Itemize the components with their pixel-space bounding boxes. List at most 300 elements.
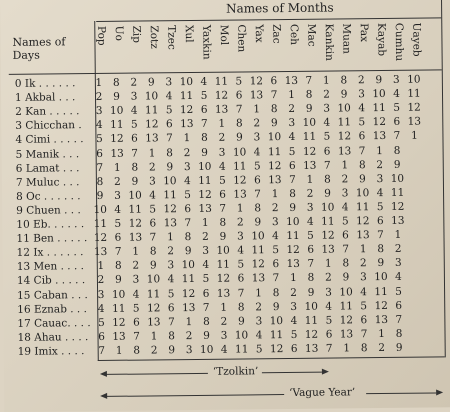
table-cell: 8 (272, 286, 280, 299)
table-cell: 8 (149, 245, 157, 258)
table-cell: 12 (214, 89, 229, 102)
table-cell: 1 (185, 315, 193, 328)
table-cell: 8 (358, 158, 366, 171)
table-cell: 1 (132, 245, 140, 258)
table-cell: 13 (181, 301, 196, 314)
table-cell: 12 (181, 287, 196, 300)
table-cell: 6 (200, 104, 208, 117)
table-cell: 9 (203, 329, 210, 342)
table-cell: 12 (179, 104, 194, 117)
table-cell: 1 (378, 327, 385, 340)
table-cell: 4 (306, 215, 314, 228)
day-name: 2 Kan . . . . . (15, 105, 80, 119)
table-cell: 10 (198, 160, 212, 173)
table-cell: 2 (95, 91, 103, 104)
table-cell: 8 (201, 132, 208, 145)
table-cell: 2 (394, 242, 402, 256)
table-cell: 12 (372, 116, 387, 129)
table-cell: 13 (304, 342, 319, 355)
table-cell: 10 (251, 230, 265, 243)
table-cell: 13 (233, 188, 247, 201)
table-cell: 7 (254, 188, 261, 201)
table-cell: 13 (128, 231, 143, 244)
table-cell: 8 (305, 88, 313, 101)
table-cell: 2 (132, 259, 140, 272)
table-cell: 3 (114, 189, 121, 202)
table-cell: 10 (339, 285, 353, 298)
table-cell: 5 (96, 133, 103, 146)
table-cell: 11 (216, 258, 231, 272)
vague-year-arrow-line-right (366, 392, 436, 394)
table-cell: 1 (411, 130, 418, 143)
vague-year-label: ‘Vague Year’ (289, 386, 356, 399)
table-cell: 5 (132, 302, 140, 315)
table-cell: 10 (109, 104, 124, 118)
table-cell: 12 (356, 215, 370, 228)
table-cell: 5 (323, 130, 331, 144)
table-cell: 5 (253, 159, 261, 172)
table-cell: 10 (234, 329, 249, 342)
table-cell: 2 (114, 175, 121, 188)
table-cell: 7 (133, 330, 140, 343)
month-header: Kayab (375, 22, 388, 57)
table-cell: 11 (146, 287, 161, 300)
table-cell: 1 (97, 260, 105, 273)
table-cell: 8 (307, 272, 315, 285)
table-cell: 4 (95, 119, 103, 132)
table-cell: 13 (147, 316, 161, 329)
table-cell: 11 (251, 244, 265, 257)
table-cell: 9 (184, 245, 192, 258)
table-cell: 11 (302, 131, 317, 144)
table-cell: 6 (132, 316, 140, 329)
table-cell: 4 (167, 273, 175, 286)
table-cell: 1 (394, 228, 402, 241)
day-name: 9 Chuen . . . (16, 204, 81, 217)
table-cell: 11 (214, 75, 229, 88)
table-cell: 13 (374, 313, 389, 326)
table-cell: 12 (390, 200, 405, 213)
table-cell: 5 (272, 244, 280, 257)
table-cell: 1 (290, 272, 297, 285)
table-cell: 13 (356, 229, 370, 242)
table-cell: 5 (114, 217, 122, 230)
table-cell: 13 (93, 246, 108, 259)
table-cell: 10 (374, 271, 388, 284)
table-cell: 4 (237, 244, 245, 257)
month-header: Muan (340, 23, 353, 54)
tzolkin-label: ‘Tzolkin’ (212, 365, 259, 378)
table-cell: 10 (304, 300, 318, 313)
table-cell: 10 (199, 343, 214, 356)
table-cell: 5 (290, 328, 298, 341)
table-cell: 3 (130, 90, 138, 103)
table-cell: 6 (342, 229, 349, 242)
day-name: 0 Ik . . . . . . (14, 77, 76, 90)
table-cell: 5 (237, 258, 245, 271)
table-cell: 11 (110, 119, 124, 132)
day-name: 18 Ahau . . . . (17, 330, 89, 344)
table-cell: 8 (360, 342, 368, 355)
table-cell: 2 (325, 271, 332, 285)
month-header: Mol (217, 24, 230, 46)
month-header: Yax (252, 24, 265, 43)
table-cell: 4 (253, 145, 261, 158)
table-cell: 10 (355, 186, 370, 200)
table-cell: 1 (288, 89, 295, 102)
table-cell: 13 (339, 328, 354, 341)
table-cell: 7 (237, 286, 245, 300)
table-cell: 13 (268, 173, 282, 186)
month-header: Mac (305, 23, 318, 47)
table-cell: 3 (358, 88, 365, 101)
table-cell: 1 (95, 76, 103, 90)
table-cell: 8 (96, 175, 104, 188)
table-cell: 9 (324, 187, 331, 200)
month-header: Yaxkin (200, 24, 213, 60)
table-cell: 1 (324, 257, 332, 270)
table-cell: 2 (185, 329, 193, 342)
table-cell: 9 (149, 259, 157, 272)
table-cell: 8 (323, 173, 331, 186)
table-cell: 13 (251, 272, 266, 285)
table-cell: 9 (147, 76, 155, 89)
table-cell: 9 (270, 117, 278, 130)
table-cell: 3 (271, 216, 279, 229)
table-cell: 9 (340, 88, 348, 101)
table-cell: 10 (163, 174, 177, 187)
table-cell: 7 (325, 342, 333, 355)
table-cell: 10 (372, 88, 386, 101)
table-cell: 6 (235, 89, 243, 102)
table-cell: 5 (307, 229, 314, 242)
table-cell: 4 (323, 116, 331, 129)
table-cell: 5 (202, 273, 210, 286)
table-cell: 11 (267, 145, 282, 158)
table-cell: 7 (395, 313, 403, 326)
table-cell: 4 (288, 131, 296, 144)
table-cell: 6 (393, 116, 401, 129)
table-cell: 6 (253, 173, 261, 187)
table-cell: 5 (167, 287, 175, 300)
table-cell: 11 (111, 302, 126, 315)
day-name: 3 Chicchan . (15, 119, 82, 133)
table-cell: 3 (394, 257, 402, 270)
month-header: Zotz (147, 25, 161, 49)
table-cell: 11 (286, 229, 300, 243)
table-cell: 8 (133, 344, 141, 357)
month-header: Chen (235, 24, 248, 53)
table-cell: 4 (183, 174, 191, 187)
table-cell: 1 (218, 117, 226, 131)
table-cell: 9 (358, 172, 366, 185)
table-cell: 6 (114, 231, 122, 244)
table-cell: 9 (254, 216, 262, 229)
table-cell: 13 (249, 89, 264, 102)
table-cell: 10 (216, 244, 230, 257)
table-cell: 5 (395, 285, 402, 298)
table-cell: 6 (376, 214, 384, 228)
table-cell: 5 (235, 75, 243, 88)
table-cell: 3 (341, 187, 349, 200)
month-header: Zac (270, 24, 283, 44)
table-cell: 2 (167, 245, 175, 258)
table-cell: 1 (201, 216, 209, 229)
header-top-rule (96, 17, 441, 22)
table-cell: 9 (96, 189, 104, 202)
table-cell: 2 (359, 257, 367, 270)
vague-year-arrow-line-left (106, 394, 284, 397)
table-cell: 11 (144, 104, 159, 117)
month-header: Zip (130, 25, 143, 44)
table-cell: 7 (184, 217, 192, 230)
table-cell: 7 (167, 315, 175, 328)
row-header-label: Names of Days (12, 35, 66, 62)
table-cell: 12 (198, 188, 212, 201)
table-title: Names of Months (226, 0, 334, 16)
table-cell: 11 (181, 273, 196, 286)
table-cell: 7 (393, 130, 401, 143)
table-cell: 1 (343, 342, 351, 355)
day-name: 16 Eznab . . . (17, 302, 87, 316)
table-cell: 11 (179, 90, 194, 103)
table-cell: 5 (360, 299, 368, 312)
table-cell: 6 (323, 145, 331, 158)
table-cell: 5 (341, 215, 349, 228)
table-cell: 2 (130, 76, 138, 89)
table-cell: 5 (97, 316, 105, 329)
table-cell: 12 (286, 244, 300, 257)
table-cell: 1 (306, 173, 314, 186)
table-cell: 13 (112, 330, 126, 343)
table-cell: 6 (358, 130, 366, 143)
month-header: Uo (112, 25, 125, 41)
table-cell: 12 (110, 133, 124, 146)
table-cell: 4 (395, 271, 402, 284)
table-cell: 10 (320, 201, 335, 214)
table-cell: 13 (372, 130, 387, 143)
table-cell: 9 (131, 175, 139, 188)
table-cell: 9 (113, 90, 120, 103)
table-cell: 11 (339, 299, 353, 313)
table-cell: 10 (390, 172, 405, 185)
table-cell: 13 (180, 118, 194, 131)
table-cell: 7 (358, 144, 366, 157)
table-cell: 2 (323, 88, 330, 101)
table-cell: 7 (360, 327, 368, 341)
table-cell: 3 (306, 201, 314, 214)
table-cell: 6 (290, 342, 298, 355)
table-cell: 13 (284, 74, 299, 88)
table-cell: 9 (395, 341, 403, 354)
table-cell: 5 (149, 203, 157, 216)
table-cell: 4 (360, 285, 367, 298)
table-cell: 3 (132, 273, 140, 287)
table-cell: 7 (166, 132, 173, 145)
table-cell: 4 (114, 203, 122, 216)
table-cell: 13 (163, 217, 178, 230)
table-cell: 11 (198, 174, 212, 187)
table-cell: 1 (220, 301, 228, 314)
table-cell: 3 (167, 259, 175, 272)
table-cell: 1 (376, 144, 384, 157)
month-header: Xul (182, 24, 195, 43)
table-cell: 8 (202, 315, 210, 328)
table-cell: 4 (165, 90, 173, 103)
table-cell: 8 (219, 216, 227, 229)
table-cell: 12 (146, 301, 161, 315)
table-cell: 2 (150, 344, 158, 357)
table-cell: 7 (96, 161, 104, 174)
table-cell: 2 (290, 286, 297, 299)
table-cell: 11 (233, 160, 247, 173)
table-cell: 5 (218, 174, 226, 187)
table-cell: 9 (236, 131, 243, 144)
table-cell: 1 (271, 187, 279, 200)
day-name: 7 Muluc . . . (15, 175, 80, 189)
table-cell: 8 (184, 231, 192, 244)
table-cell: 11 (234, 343, 249, 356)
table-cell: 12 (128, 217, 143, 230)
table-cell: 9 (393, 158, 401, 171)
month-header: Pop (95, 25, 108, 46)
table-cell: 7 (323, 159, 331, 172)
table-cell: 2 (218, 132, 226, 145)
table-cell: 6 (184, 202, 192, 215)
table-cell: 4 (149, 189, 156, 202)
table-cell: 2 (148, 160, 156, 174)
table-cell: 2 (253, 117, 261, 130)
table-cell: 10 (232, 145, 247, 159)
table-cell: 3 (185, 343, 193, 356)
table-cell: 8 (131, 161, 139, 174)
table-cell: 9 (272, 300, 280, 313)
table-cell: 6 (96, 147, 104, 160)
table-cell: 12 (304, 328, 319, 341)
table-cell: 3 (325, 286, 332, 299)
table-cell: 1 (341, 158, 349, 172)
month-header: Cumhu (392, 22, 406, 62)
table-cell: 11 (321, 215, 335, 228)
table-cell: 10 (93, 203, 107, 216)
table-cell: 5 (255, 343, 263, 356)
table-cell: 7 (131, 147, 139, 160)
table-cell: 3 (392, 73, 400, 86)
table-cell: 4 (376, 186, 384, 199)
table-cell: 8 (166, 146, 174, 159)
table-cell: 2 (376, 158, 384, 171)
table-cell: 3 (97, 288, 105, 301)
table-cell: 10 (302, 116, 317, 130)
table-cell: 7 (98, 344, 106, 357)
table-cell: 6 (270, 75, 278, 88)
table-cell: 12 (112, 316, 126, 329)
table-cell: 5 (393, 102, 401, 115)
table-cell: 10 (286, 215, 300, 229)
day-name: 19 Imix . . . . (17, 345, 85, 358)
table-cell: 12 (321, 229, 335, 242)
table-cell: 9 (377, 257, 385, 270)
table-cell: 3 (148, 175, 156, 188)
month-header: Uayeb (410, 22, 423, 57)
table-cell: 6 (165, 118, 173, 131)
table-cell: 3 (323, 102, 331, 115)
table-cell: 11 (407, 87, 421, 100)
table-cell: 2 (183, 146, 191, 159)
day-name: 12 Ix . . . . . . (16, 246, 84, 260)
table-cell: 9 (201, 146, 209, 159)
table-cell: 12 (374, 299, 388, 312)
table-cell: 10 (128, 189, 142, 202)
table-cell: 3 (165, 76, 173, 89)
table-cell: 1 (253, 103, 261, 116)
table-cell: 6 (325, 328, 333, 341)
table-cell: 13 (214, 103, 229, 116)
table-cell: 5 (376, 200, 384, 213)
table-cell: 1 (183, 132, 191, 145)
table-cell: 12 (233, 174, 247, 187)
table-cell: 11 (304, 314, 319, 327)
table-cell: 2 (97, 274, 105, 287)
table-cell: 13 (145, 132, 159, 145)
day-name: 6 Lamat . . . (15, 161, 80, 175)
table-cell: 6 (202, 287, 210, 300)
day-name: 5 Manik . . . (15, 147, 80, 161)
table-cell: 6 (149, 217, 157, 230)
table-cell: 3 (255, 314, 263, 328)
table-cell: 3 (218, 146, 226, 159)
table-cell: 6 (272, 258, 280, 271)
table-cell: 10 (267, 131, 282, 144)
day-name: 15 Caban . . . (17, 288, 88, 302)
table-cell: 1 (113, 161, 121, 174)
table-cell: 6 (131, 132, 138, 146)
table-cell: 13 (216, 287, 231, 300)
table-cell: 11 (355, 201, 370, 214)
table-cell: 10 (144, 90, 159, 103)
table-cell: 6 (167, 301, 175, 314)
table-cell: 8 (235, 117, 243, 130)
table-cell: 3 (237, 230, 244, 243)
table-cell: 7 (235, 103, 243, 116)
table-cell: 9 (168, 344, 176, 357)
table-cell: 10 (146, 273, 161, 286)
table-cell: 12 (163, 203, 177, 216)
table-cell: 8 (270, 103, 278, 116)
table-cell: 11 (374, 285, 388, 298)
day-name: 14 Cib . . . . . (16, 274, 86, 288)
table-cell: 2 (357, 74, 365, 87)
table-cell: 13 (302, 159, 317, 172)
table-cell: 12 (339, 314, 354, 327)
table-cell: 3 (202, 245, 210, 258)
table-cell: 8 (377, 243, 385, 256)
table-cell: 11 (163, 188, 177, 202)
table-cell: 13 (110, 147, 124, 160)
table-cell: 7 (377, 229, 384, 242)
table-cell: 7 (114, 245, 122, 258)
table-cell: 8 (254, 202, 262, 215)
table-cell: 10 (407, 73, 421, 86)
table-cell: 2 (378, 341, 386, 354)
table-cell: 9 (305, 102, 313, 115)
table-cell: 12 (269, 342, 284, 356)
tzolkin-arrow-line-right (262, 372, 322, 374)
table-cell: 11 (372, 102, 386, 115)
day-name: 10 Eb. . . . . . (16, 218, 85, 231)
table-cell: 8 (393, 144, 401, 157)
table-cell: 8 (112, 76, 120, 89)
